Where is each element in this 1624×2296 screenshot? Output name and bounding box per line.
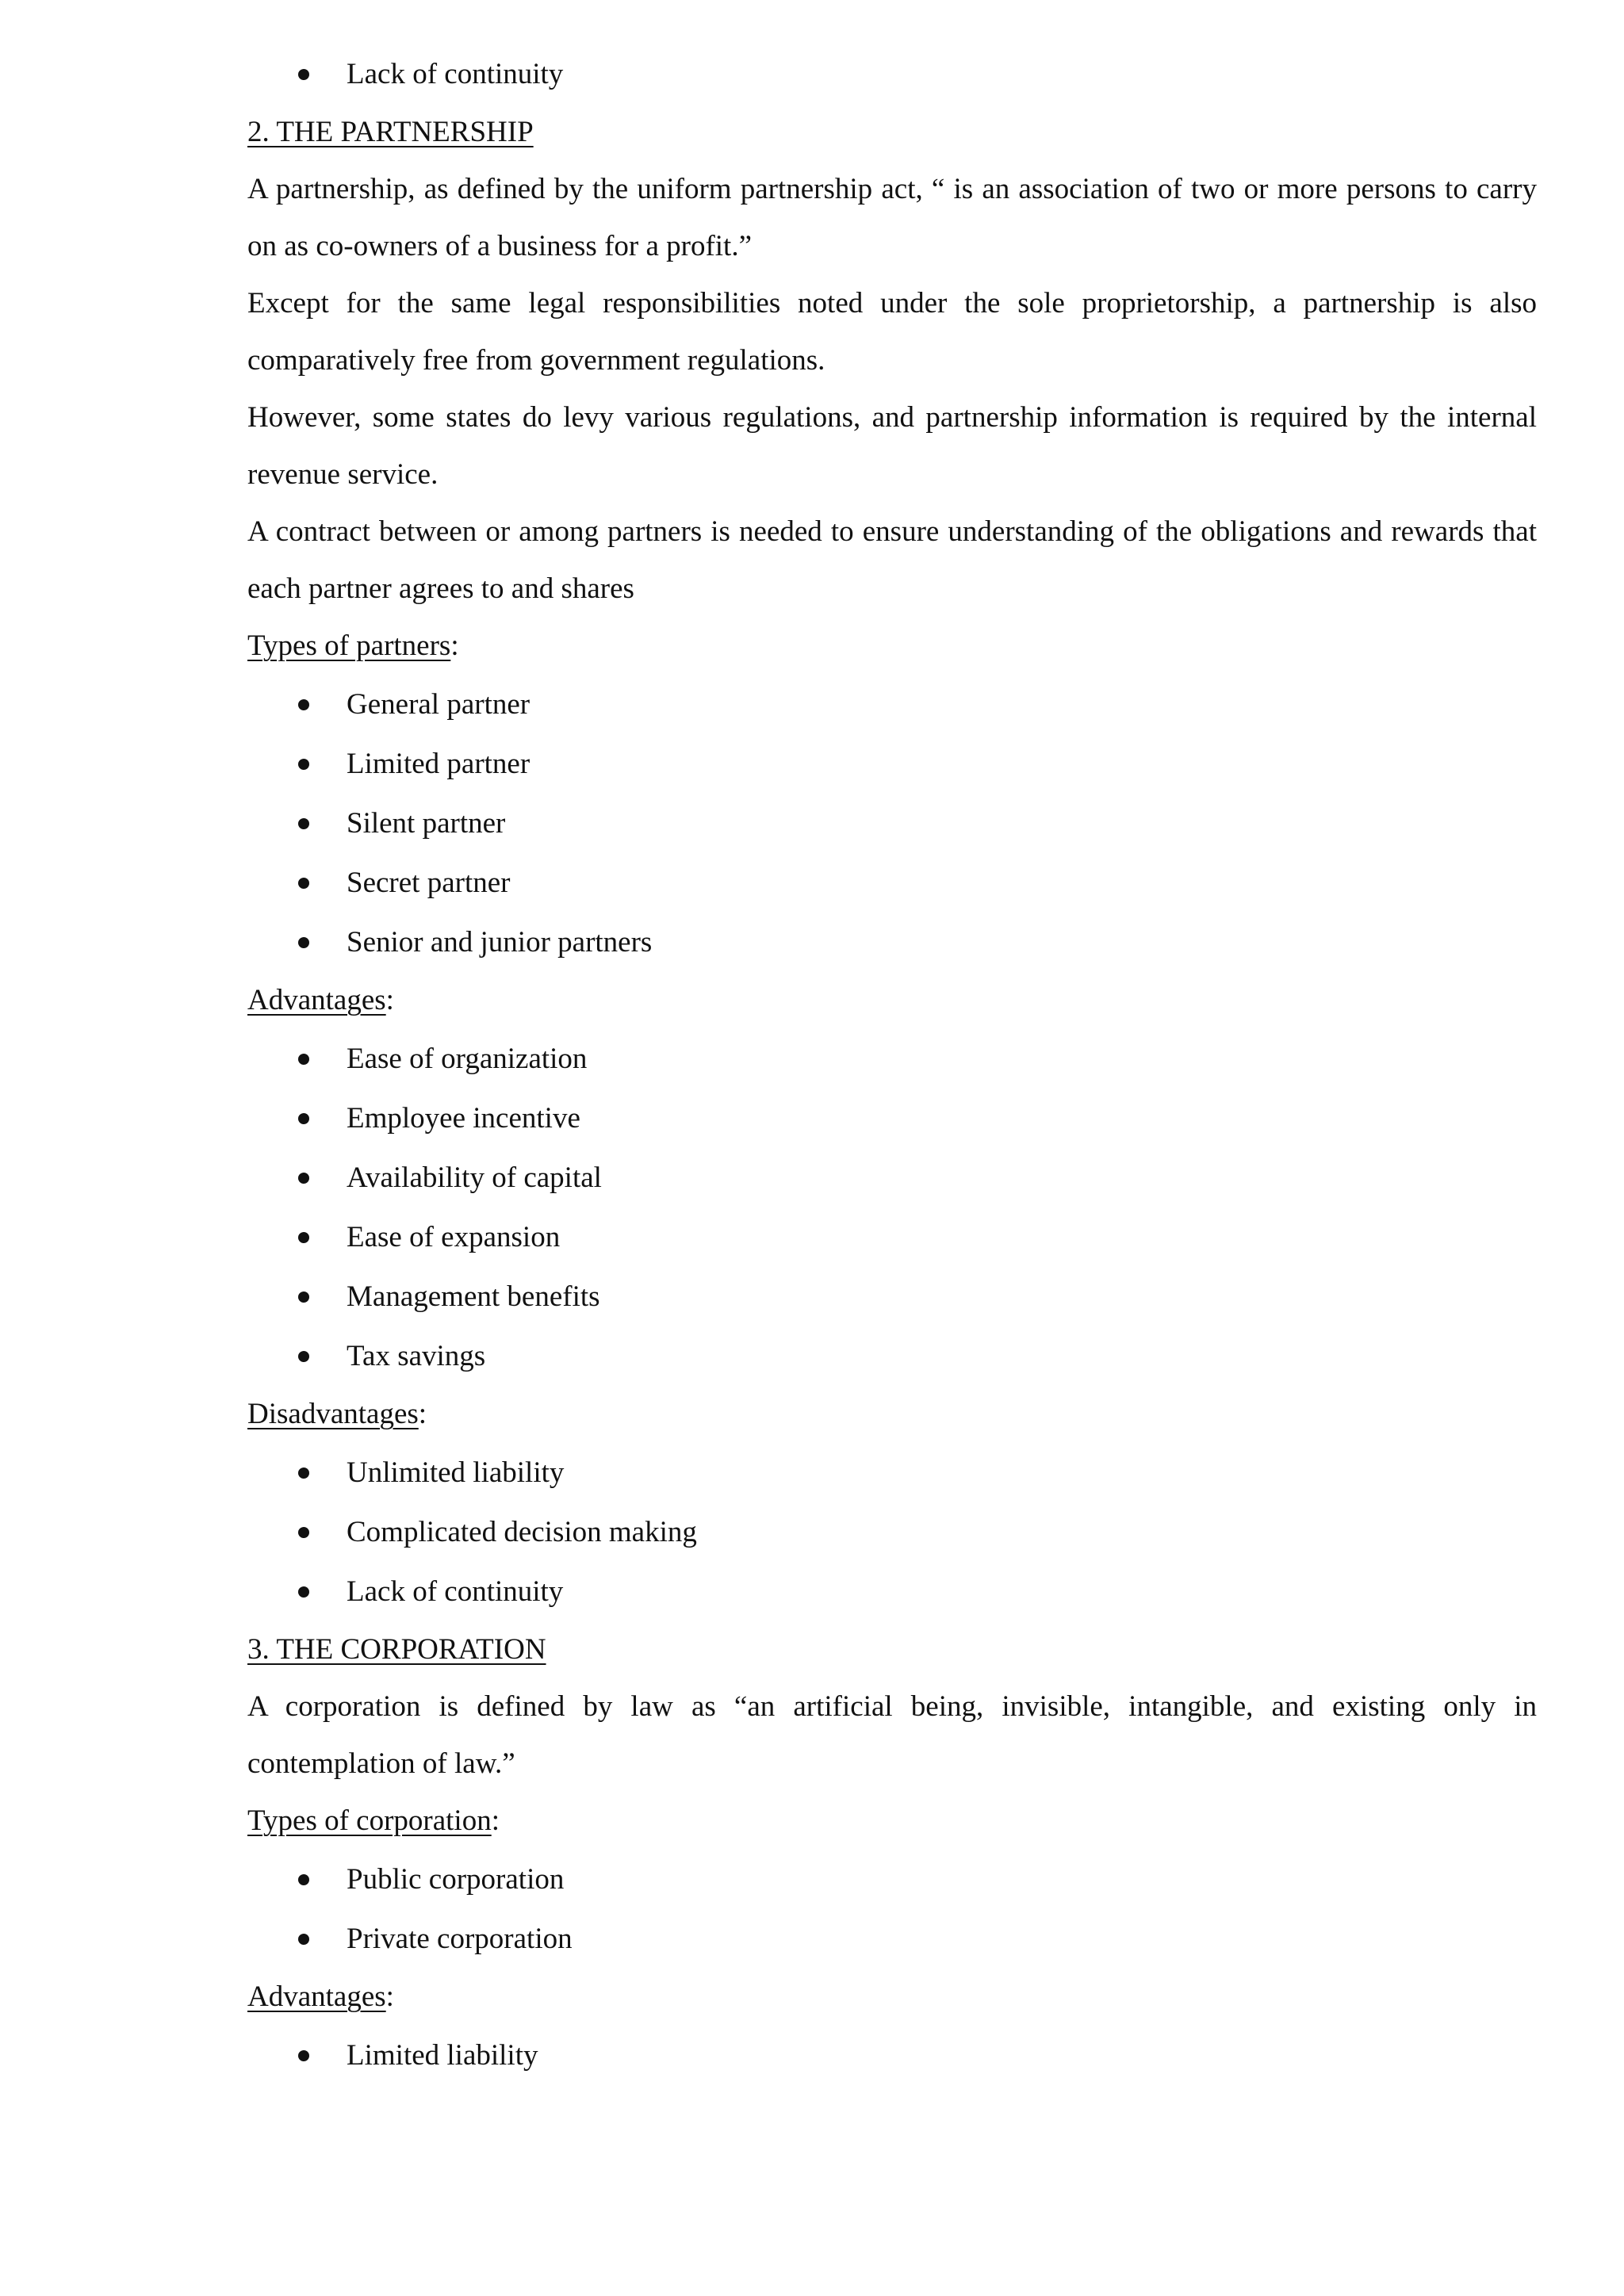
- list-item: Management benefits: [247, 1267, 1537, 1326]
- bullet-icon: [298, 1054, 309, 1065]
- partnership-paragraph-3: However, some states do levy various regulations, and partnership information is required by the internal revenue service.: [247, 401, 1537, 491]
- bullet-icon: [298, 1351, 309, 1362]
- section-heading-corporation: 3. THE CORPORATION: [247, 1633, 546, 1666]
- list-item: Lack of continuity: [247, 1562, 1537, 1621]
- partnership-disadvantages-list: [247, 1443, 1537, 1621]
- bullet-icon: [298, 1173, 309, 1184]
- bullet-icon: [298, 699, 309, 710]
- list-item: Private corporation: [247, 1909, 1537, 1969]
- bullet-icon: [298, 818, 309, 829]
- bullet-icon: [298, 2050, 309, 2061]
- list-item: Limited partner: [247, 734, 1537, 794]
- partnership-advantages-heading: Advantages:: [247, 984, 394, 1016]
- list-item: Unlimited liability: [247, 1443, 1537, 1502]
- list-item: Ease of organization: [247, 1029, 1537, 1089]
- list-item: Silent partner: [247, 794, 1537, 853]
- bullet-icon: [298, 1232, 309, 1243]
- document-page: [247, 44, 1537, 2085]
- types-of-partners-heading: Types of partners:: [247, 629, 459, 662]
- bullet-icon: [298, 1468, 309, 1479]
- partnership-paragraph-1: A partnership, as defined by the uniform partnership act, “ is an association of two or more persons to carry on as co-owners of a business for a profit.”: [247, 173, 1537, 262]
- partnership-paragraph-4: A contract between or among partners is needed to ensure understanding of the obligations and rewards that each partner agrees to and shares: [247, 515, 1537, 605]
- partnership-advantages-list: [247, 1029, 1537, 1386]
- corporation-advantages-heading: Advantages:: [247, 1980, 394, 2013]
- list-item: Lack of continuity: [247, 44, 1537, 104]
- types-of-partners-list: [247, 675, 1537, 972]
- top-bullet-list: [247, 44, 1537, 104]
- list-item: Tax savings: [247, 1326, 1537, 1386]
- bullet-icon: [298, 1292, 309, 1303]
- section-heading-partnership: 2. THE PARTNERSHIP: [247, 116, 534, 148]
- bullet-icon: [298, 1527, 309, 1538]
- list-item: Public corporation: [247, 1850, 1537, 1909]
- list-item: Secret partner: [247, 853, 1537, 913]
- list-item: Availability of capital: [247, 1148, 1537, 1207]
- list-item: Senior and junior partners: [247, 913, 1537, 972]
- bullet-icon: [298, 1934, 309, 1945]
- bullet-icon: [298, 69, 309, 80]
- corporation-paragraph-1: A corporation is defined by law as “an artificial being, invisible, intangible, and existing only in contemplation of law.”: [247, 1690, 1537, 1780]
- list-item: Ease of expansion: [247, 1207, 1537, 1267]
- bullet-icon: [298, 878, 309, 889]
- list-item: General partner: [247, 675, 1537, 734]
- bullet-icon: [298, 1586, 309, 1598]
- list-item: Limited liability: [247, 2026, 1537, 2085]
- bullet-icon: [298, 937, 309, 948]
- list-item: Employee incentive: [247, 1089, 1537, 1148]
- bullet-icon: [298, 759, 309, 770]
- types-of-corporation-list: [247, 1850, 1537, 1969]
- corporation-advantages-list: [247, 2026, 1537, 2085]
- bullet-icon: [298, 1874, 309, 1885]
- partnership-paragraph-2: Except for the same legal responsibilities noted under the sole proprietorship, a partnership is also comparatively free from government regulations.: [247, 287, 1537, 377]
- list-item: Complicated decision making: [247, 1502, 1537, 1562]
- bullet-icon: [298, 1113, 309, 1124]
- partnership-disadvantages-heading: Disadvantages:: [247, 1398, 427, 1430]
- types-of-corporation-heading: Types of corporation:: [247, 1804, 500, 1837]
